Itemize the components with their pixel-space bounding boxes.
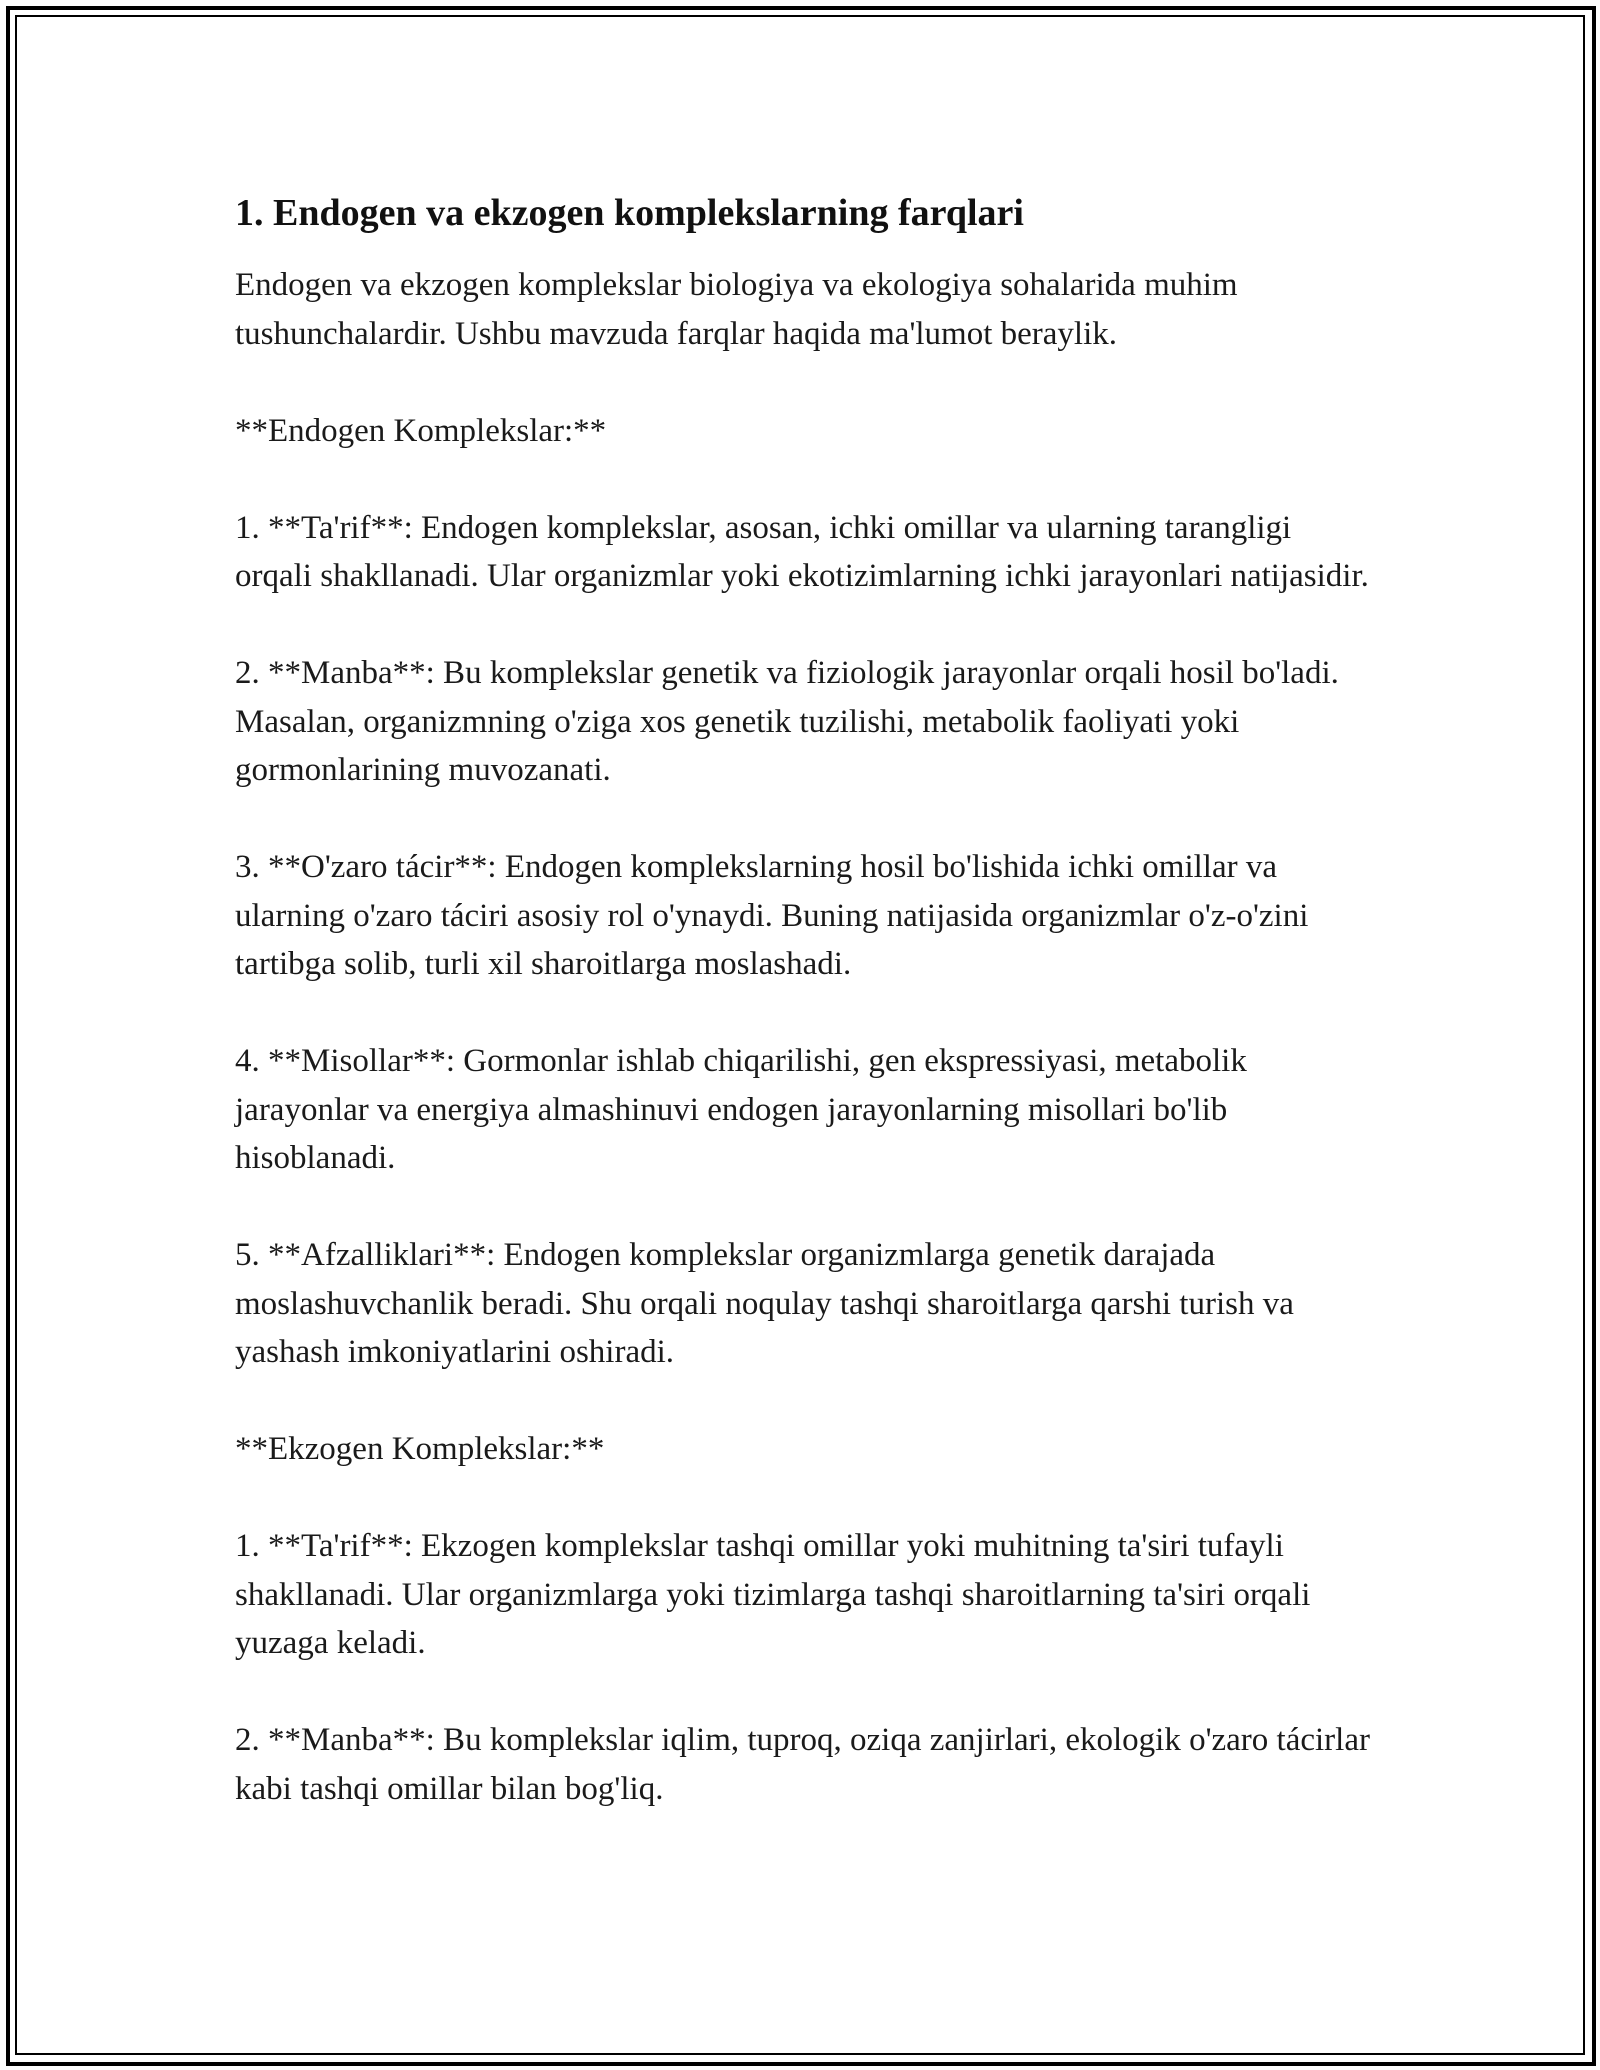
endogen-heading: **Endogen Komplekslar:** (235, 412, 607, 449)
ekzogen-item-definition: 1. **Ta'rif**: Ekzogen komplekslar tashqi omillar yoki muhitning ta'siri tufayli shakllanadi. Ular organizmlarga yoki tizimlarga tashqi sharoitlarning ta'siri orqali yuzaga keladi. (235, 1528, 1311, 1661)
endogen-item-examples: 4. **Misollar**: Gormonlar ishlab chiqarilishi, gen ekspressiyasi, metabolik jarayonlar va energiya almashinuvi endogen jarayonlarning misollari bo'lib hisoblanadi. (235, 1043, 1247, 1176)
endogen-item-source: 2. **Manba**: Bu komplekslar genetik va fiziologik jarayonlar orqali hosil bo'ladi. Masalan, organizmning o'ziga xos genetik tuzilishi, metabolik faoliyati yoki gormonlarining muvozanati. (235, 655, 1339, 788)
document-body (235, 185, 1375, 1862)
endogen-item-advantages: 5. **Afzalliklari**: Endogen komplekslar organizmlarga genetik darajada moslashuvchanlik beradi. Shu orqali noqulay tashqi sharoitlarga qarshi turish va yashash imkoniyatlarini oshiradi. (235, 1237, 1294, 1370)
document-title: 1. Endogen va ekzogen komplekslarning farqlari (235, 192, 1024, 234)
intro-paragraph: Endogen va ekzogen komplekslar biologiya va ekologiya sohalarida muhim tushunchalardir. Ushbu mavzuda farqlar haqida ma'lumot beraylik. (235, 267, 1238, 352)
ekzogen-item-source: 2. **Manba**: Bu komplekslar iqlim, tuproq, oziqa zanjirlari, ekologik o'zaro tácirlar kabi tashqi omillar bilan bog'liq. (235, 1722, 1370, 1807)
endogen-item-definition: 1. **Ta'rif**: Endogen komplekslar, asosan, ichki omillar va ularning tarangligi orqali shakllanadi. Ular organizmlar yoki ekotizimlarning ichki jarayonlari natijasidir. (235, 509, 1369, 594)
ekzogen-heading: **Ekzogen Komplekslar:** (235, 1431, 605, 1467)
endogen-item-interaction: 3. **O'zaro tácir**: Endogen komplekslarning hosil bo'lishida ichki omillar va ularning o'zaro táciri asosiy rol o'ynaydi. Buning natijasida organizmlar o'z-o'zini tartibga solib, turli xil sharoitlarga moslashadi. (235, 849, 1309, 982)
